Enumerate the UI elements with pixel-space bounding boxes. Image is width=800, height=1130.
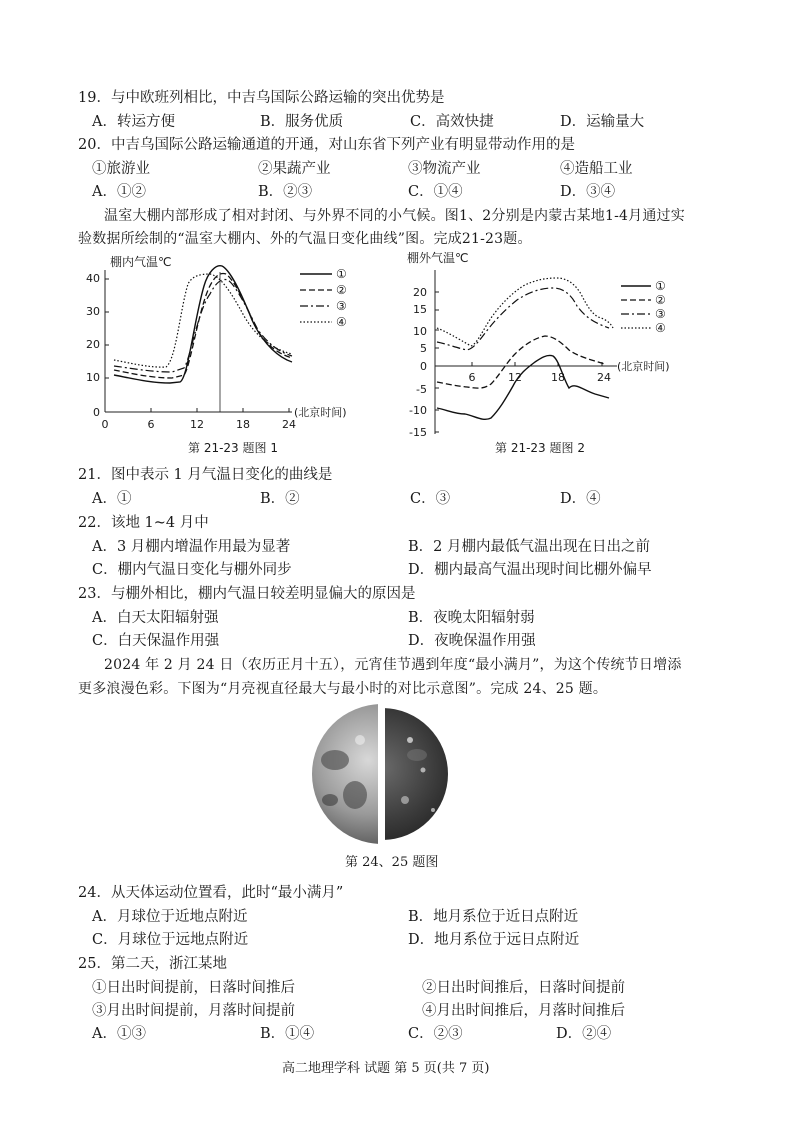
fig1-legend-4: ④ — [336, 315, 347, 329]
fig2-ytick: -5 — [416, 383, 427, 396]
fig1-ylabel: 棚内气温℃ — [110, 255, 172, 269]
fig2-legend — [621, 279, 666, 335]
fig1-legend-1: ① — [336, 267, 347, 281]
moon-divider — [378, 700, 385, 848]
q19-option-b: B．服务优质 — [260, 114, 344, 130]
figure-2-outdoor-temp — [395, 250, 775, 460]
fig1-xtick: 0 — [101, 418, 109, 431]
fig1-xtick: 6 — [147, 418, 155, 431]
q21-option-a: A．① — [92, 491, 132, 507]
q20-item-1: ①旅游业 — [92, 161, 150, 177]
fig1-caption: 第 21-23 题图 1 — [188, 441, 278, 455]
fig1-ytick: 40 — [86, 272, 100, 285]
q19-option-d: D．运输量大 — [560, 114, 645, 130]
fig2-xtick: 12 — [508, 371, 522, 384]
q23-stem: 23．与棚外相比，棚内气温日较差明显偏大的原因是 — [78, 586, 416, 602]
q25-item-4: ④月出时间推后，月落时间推后 — [422, 1003, 625, 1019]
fig2-curve-4 — [437, 278, 613, 346]
fig2-ytick: -15 — [409, 426, 427, 439]
q21-option-b: B．② — [260, 491, 300, 507]
moon-comparison-figure — [305, 700, 495, 848]
fig1-legend-2: ② — [336, 283, 347, 297]
q23-option-a: A．白天太阳辐射强 — [92, 610, 219, 626]
q20-item-3: ③物流产业 — [408, 161, 481, 177]
q25-stem: 25．第二天，浙江某地 — [78, 956, 227, 972]
q22-option-c: C．棚内气温日变化与棚外同步 — [92, 562, 292, 578]
q25-option-b: B．①④ — [260, 1026, 315, 1042]
q20-item-4: ④造船工业 — [560, 161, 633, 177]
fig1-ytick: 20 — [86, 338, 100, 351]
intro24-line2: 更多浪漫色彩。下图为“月亮视直径最大与最小时的对比示意图”。完成 24、25 题。 — [78, 681, 608, 697]
fig1-xlabel: (北京时间) — [294, 406, 347, 419]
fig1-curve-3 — [114, 280, 292, 372]
fig1-ytick: 10 — [86, 371, 100, 384]
q20-stem: 20．中吉乌国际公路运输通道的开通，对山东省下列产业有明显带动作用的是 — [78, 137, 575, 153]
figure-1-indoor-temp — [80, 250, 380, 460]
fig1-xtick: 12 — [190, 418, 204, 431]
fig1-xtick: 18 — [236, 418, 250, 431]
q25-option-c: C．②③ — [408, 1026, 463, 1042]
fig2-ytick: -10 — [409, 404, 427, 417]
fig1-legend-3: ③ — [336, 299, 347, 313]
q24-option-a: A．月球位于近地点附近 — [92, 909, 248, 925]
q20-option-b: B．②③ — [258, 184, 313, 200]
fig2-caption: 第 21-23 题图 2 — [495, 441, 585, 455]
q20-option-c: C．①④ — [408, 184, 463, 200]
q24-option-d: D．地月系位于远日点附近 — [408, 932, 580, 948]
q22-option-b: B．2 月棚内最低气温出现在日出之前 — [408, 539, 650, 555]
q24-option-c: C．月球位于远地点附近 — [92, 932, 249, 948]
page-footer: 高二地理学科 试题 第 5 页(共 7 页) — [282, 1061, 490, 1076]
q20-option-d: D．③④ — [560, 184, 616, 200]
fig2-xtick: 6 — [468, 371, 476, 384]
q20-option-a: A．①② — [92, 184, 146, 200]
q25-item-2: ②日出时间推后，日落时间提前 — [422, 980, 625, 996]
fig2-legend-3: ③ — [655, 307, 666, 321]
fig1-curve-1 — [114, 266, 292, 383]
intro21-line2: 验数据所绘制的“温室大棚内、外的气温日变化曲线”图。完成21-23题。 — [78, 231, 532, 247]
q22-stem: 22．该地 1~4 月中 — [78, 515, 209, 531]
q24-stem: 24．从天体运动位置看，此时“最小满月” — [78, 885, 344, 901]
q25-option-a: A．①③ — [92, 1026, 146, 1042]
fig1-ytick: 0 — [93, 406, 100, 419]
fig2-ytick: 20 — [413, 286, 427, 299]
moon-caption: 第 24、25 题图 — [345, 855, 439, 870]
q19-option-c: C．高效快捷 — [410, 114, 494, 130]
q23-option-b: B．夜晚太阳辐射弱 — [408, 610, 535, 626]
fig2-ytick: 10 — [413, 325, 427, 338]
fig2-xtick: 18 — [551, 371, 565, 384]
q24-option-b: B．地月系位于近日点附近 — [408, 909, 579, 925]
fig2-ylabel: 棚外气温℃ — [407, 251, 469, 265]
fig2-curve-1 — [437, 355, 609, 419]
q21-option-c: C．③ — [410, 491, 451, 507]
fig2-ytick: 15 — [413, 303, 427, 316]
fig2-xtick: 24 — [597, 371, 611, 384]
fig2-xlabel: (北京时间) — [617, 360, 670, 373]
fig1-ytick: 30 — [86, 305, 100, 318]
fig2-legend-2: ② — [655, 293, 666, 307]
fig2-ytick: 5 — [420, 342, 427, 355]
q19-stem: 19．与中欧班列相比，中吉乌国际公路运输的突出优势是 — [78, 90, 445, 106]
fig1-legend — [300, 267, 347, 329]
q25-option-d: D．②④ — [556, 1026, 612, 1042]
q23-option-d: D．夜晚保温作用强 — [408, 633, 536, 649]
q25-item-1: ①日出时间提前，日落时间推后 — [92, 980, 295, 996]
q20-item-2: ②果蔬产业 — [258, 161, 331, 177]
q21-option-d: D．④ — [560, 491, 601, 507]
fig2-legend-4: ④ — [655, 321, 666, 335]
fig2-ytick: 0 — [420, 360, 427, 373]
fig2-legend-1: ① — [655, 279, 666, 293]
intro21-line1: 温室大棚内部形成了相对封闭、与外界不同的小气候。图1、2分别是内蒙古某地1-4月通过实 — [104, 208, 685, 224]
q21-stem: 21．图中表示 1 月气温日变化的曲线是 — [78, 467, 333, 483]
q22-option-a: A．3 月棚内增温作用最为显著 — [92, 539, 291, 555]
q19-option-a: A．转运方便 — [92, 114, 175, 130]
intro24-line1: 2024 年 2 月 24 日（农历正月十五），元宵佳节遇到年度“最小满月”，为这个传统节日增添 — [104, 657, 682, 673]
q23-option-c: C．白天保温作用强 — [92, 633, 220, 649]
fig1-xtick: 24 — [282, 418, 296, 431]
q25-item-3: ③月出时间提前，月落时间提前 — [92, 1003, 295, 1019]
q22-option-d: D．棚内最高气温出现时间比棚外偏早 — [408, 562, 652, 578]
